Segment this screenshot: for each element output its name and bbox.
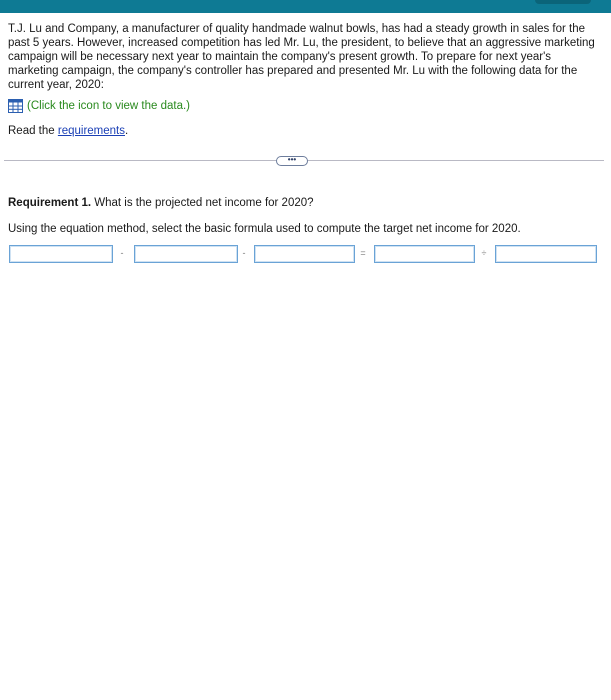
read-suffix: . <box>125 125 129 137</box>
requirements-link[interactable]: requirements <box>57 125 125 137</box>
read-prefix: Read the <box>8 125 58 137</box>
problem-intro: T.J. Lu and Company, a manufacturer of quality handmade walnut bowls, has had a steady growth in sales for the past 5 years. However, increased competition has led Mr. Lu, the president, to believe that an aggressive marketing campaign will be necessary next year to maintain the company's present growth. To prepare for next year's marketing campaign, the company's controller has prepared and presented Mr. Lu with the following data for the current year, 2020: <box>8 23 595 91</box>
requirement-label: Requirement 1. <box>8 197 92 209</box>
read-requirements <box>8 125 596 137</box>
formula-input-3[interactable] <box>254 245 355 263</box>
data-table-icon[interactable] <box>8 99 23 113</box>
section-divider <box>4 155 604 164</box>
formula-operator-minus: - <box>120 248 124 258</box>
problem-content <box>8 22 596 137</box>
formula-operator-minus: - <box>242 248 246 258</box>
formula-input-1[interactable] <box>9 245 113 263</box>
requirement-1 <box>8 197 314 209</box>
formula-input-4[interactable] <box>374 245 475 263</box>
requirement-instruction: Using the equation method, select the basic formula used to compute the target net income for 2020. <box>8 223 521 235</box>
formula-operator-equals: = <box>360 248 366 258</box>
top-bar-tab[interactable] <box>535 0 591 4</box>
top-bar <box>0 0 611 13</box>
view-data-link[interactable] <box>8 99 596 113</box>
view-data-text[interactable]: (Click the icon to view the data.) <box>27 100 190 112</box>
formula-operator-divide: ÷ <box>481 248 487 258</box>
formula-input-2[interactable] <box>134 245 238 263</box>
formula-input-5[interactable] <box>495 245 597 263</box>
requirement-question: What is the projected net income for 2020? <box>91 197 314 209</box>
formula-row <box>9 245 599 265</box>
expand-button[interactable]: ••• <box>276 156 308 166</box>
